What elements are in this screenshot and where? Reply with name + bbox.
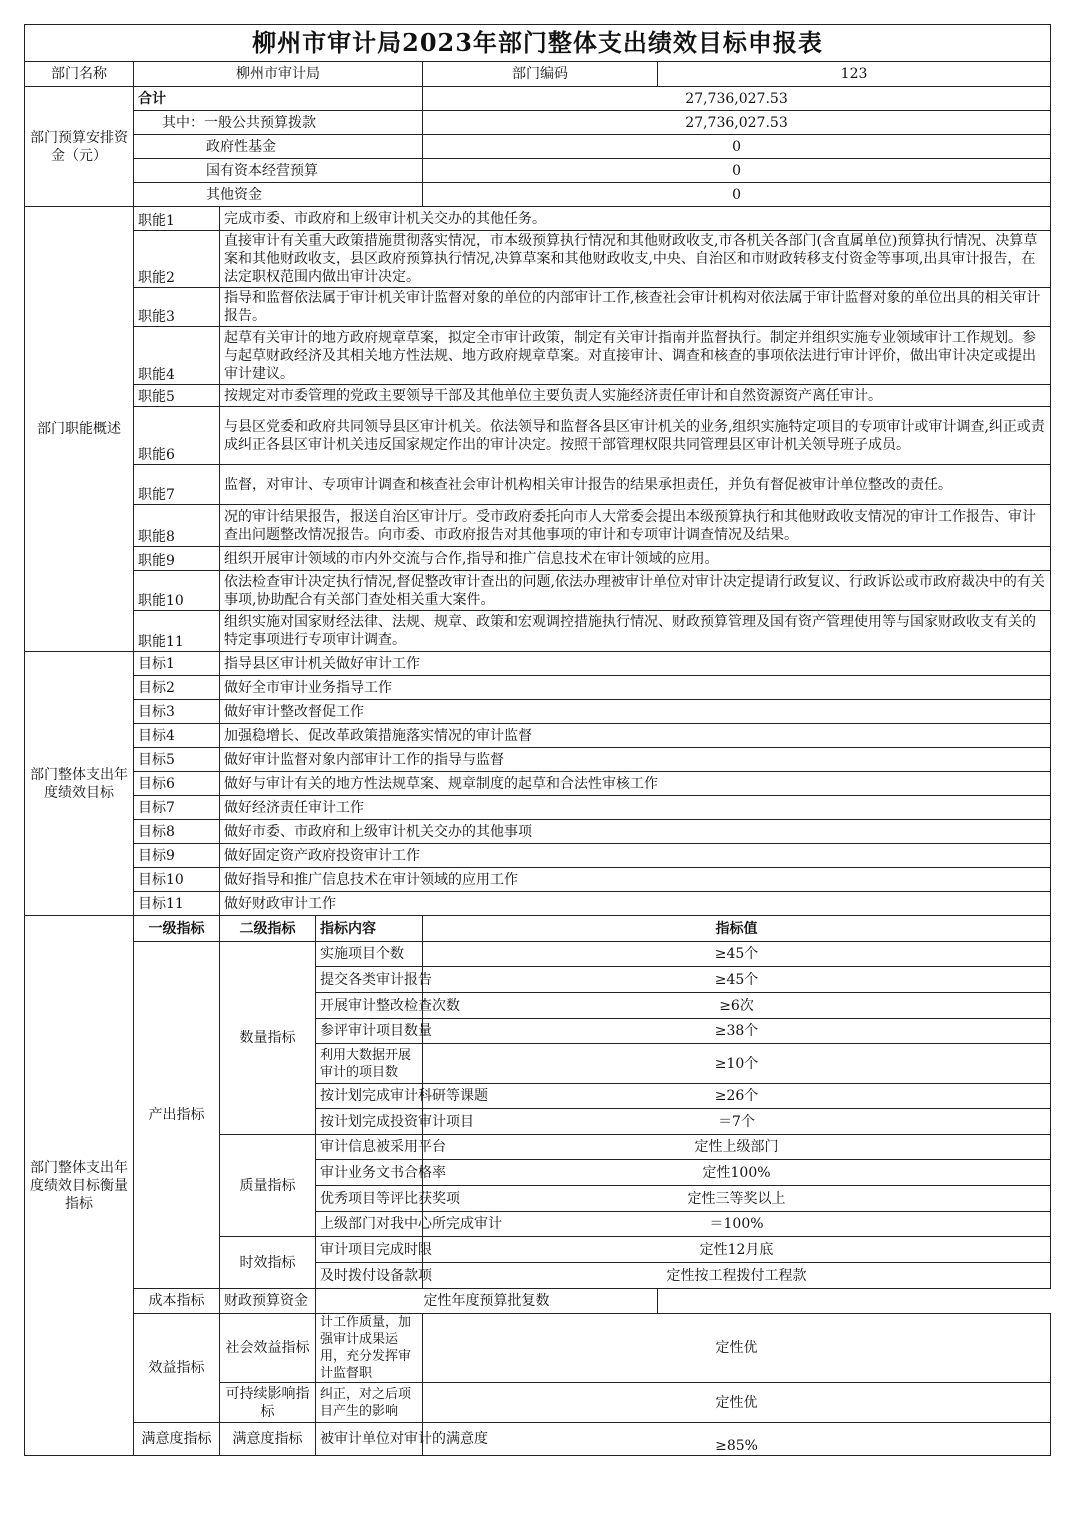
indicator-content: 审计项目完成时限 xyxy=(316,1237,423,1263)
goal-text: 做好市委、市政府和上级审计机关交办的其他事项 xyxy=(220,820,1051,844)
indicator-content: 纠正，对之后项目产生的影响 xyxy=(316,1383,423,1423)
goal-label: 目标1 xyxy=(134,652,220,676)
indicator-value: ＝7个 xyxy=(423,1109,1051,1135)
dept-name-label: 部门名称 xyxy=(25,62,134,87)
satisfaction-sub-label: 满意度指标 xyxy=(220,1423,316,1456)
indicator-content: 参评审计项目数量 xyxy=(316,1019,423,1044)
dept-code-label: 部门编码 xyxy=(423,62,658,87)
goal-text: 做好指导和推广信息技术在审计领域的应用工作 xyxy=(220,868,1051,892)
function-text: 起草有关审计的地方政府规章草案，拟定全市审计政策，制定有关审计指南并监督执行。制定并组织实施专业领域审计工作规划。参与起草财政经济及其相关地方性法规、地方政府规章草案。对直接审计、调查和核查的事项依法进行审计评价，做出审计决定或提出审计建议。 xyxy=(220,327,1051,385)
indicator-content: 利用大数据开展审计的项目数 xyxy=(316,1044,423,1084)
goal-label: 目标4 xyxy=(134,724,220,748)
budget-section-label: 部门预算安排资金（元） xyxy=(25,87,134,207)
budget-value-general: 27,736,027.53 xyxy=(423,111,1051,135)
function-text: 组织实施对国家财经法律、法规、规章、政策和宏观调控措施执行情况、财政预算管理及国有资产管理使用等与国家财政收支有关的特定事项进行专项审计调查。 xyxy=(220,611,1051,652)
goal-text: 做好全市审计业务指导工作 xyxy=(220,676,1051,700)
indicator-content: 按计划完成投资审计项目 xyxy=(316,1109,423,1135)
output-indicator-label: 产出指标 xyxy=(134,942,220,1289)
indicator-value: ≥38个 xyxy=(423,1019,1051,1044)
satisfaction-indicator-label: 满意度指标 xyxy=(134,1423,220,1456)
indicator-value: ≥45个 xyxy=(423,942,1051,967)
quantity-indicator-label: 数量指标 xyxy=(220,942,316,1135)
goals-section-label: 部门整体支出年度绩效目标 xyxy=(25,652,134,916)
header-value: 指标值 xyxy=(423,916,1051,942)
budget-label-other: 其他资金 xyxy=(134,183,423,207)
social-benefit-label: 社会效益指标 xyxy=(220,1314,316,1383)
function-label: 职能8 xyxy=(134,505,220,547)
dept-name-value: 柳州市审计局 xyxy=(134,62,423,87)
function-text: 依法检查审计决定执行情况,督促整改审计查出的问题,依法办理被审计单位对审计决定提请行政复议、行政诉讼或市政府裁决中的有关事项,协助配合有关部门查处相关重大案件。 xyxy=(220,571,1051,611)
indicator-content: 审计信息被采用平台 xyxy=(316,1135,423,1160)
function-text: 监督，对审计、专项审计调查和核查社会审计机构相关审计报告的结果承担责任，并负有督促被审计单位整改的责任。 xyxy=(220,465,1051,505)
indicator-value: 定性上级部门 xyxy=(423,1135,1051,1160)
indicator-value: 定性100% xyxy=(423,1160,1051,1186)
function-label: 职能3 xyxy=(134,288,220,327)
indicator-content: 审计业务文书合格率 xyxy=(316,1160,423,1186)
cost-indicator-label: 成本指标 xyxy=(134,1289,220,1314)
function-text: 组织开展审计领域的市内外交流与合作,指导和推广信息技术在审计领域的应用。 xyxy=(220,547,1051,571)
page-title: 柳州市审计局2023年部门整体支出绩效目标申报表 xyxy=(25,25,1051,62)
budget-value-total: 27,736,027.53 xyxy=(423,87,1051,111)
indicator-value: ≥45个 xyxy=(423,967,1051,993)
goal-label: 目标9 xyxy=(134,844,220,868)
indicator-content: 按计划完成审计科研等课题 xyxy=(316,1084,423,1109)
goal-text: 做好审计整改督促工作 xyxy=(220,700,1051,724)
sustainable-impact-label: 可持续影响指标 xyxy=(220,1383,316,1423)
goal-text: 加强稳增长、促改革政策措施落实情况的审计监督 xyxy=(220,724,1051,748)
indicator-value: 定性12月底 xyxy=(423,1237,1051,1263)
function-label: 职能10 xyxy=(134,571,220,611)
function-label: 职能11 xyxy=(134,611,220,652)
goal-text: 指导县区审计机关做好审计工作 xyxy=(220,652,1051,676)
indicator-content: 优秀项目等评比获奖项 xyxy=(316,1186,423,1212)
indicator-content: 被审计单位对审计的满意度 xyxy=(316,1423,423,1456)
budget-label-fund: 政府性基金 xyxy=(134,135,423,159)
indicator-value: ≥26个 xyxy=(423,1084,1051,1109)
goal-label: 目标11 xyxy=(134,892,220,916)
function-label: 职能5 xyxy=(134,385,220,407)
indicator-content: 计工作质量，加强审计成果运用，充分发挥审计监督职 xyxy=(316,1314,423,1383)
indicator-content: 实施项目个数 xyxy=(316,942,423,967)
header-level2: 二级指标 xyxy=(220,916,316,942)
function-text: 直接审计有关重大政策措施贯彻落实情况，市本级预算执行情况和其他财政收支,市各机关各部门(含直属单位)预算执行情况、决算草案和其他财政收支，县区政府预算执行情况,决算草案和其他财政收支,中央、自治区和市财政转移支付资金等事项,出具审计报告，在法定职权范围内做出审计决定。 xyxy=(220,231,1051,288)
indicator-value: 定性优 xyxy=(423,1383,1051,1423)
function-label: 职能7 xyxy=(134,465,220,505)
budget-label-total: 合计 xyxy=(134,87,423,111)
function-text: 指导和监督依法属于审计机关审计监督对象的单位的内部审计工作,核查社会审计机构对依法属于审计监督对象的单位出具的相关审计报告。 xyxy=(220,288,1051,327)
performance-report-table xyxy=(24,24,1051,1456)
goal-text: 做好财政审计工作 xyxy=(220,892,1051,916)
indicator-content: 及时拨付设备款项 xyxy=(316,1263,423,1289)
indicator-content: 提交各类审计报告 xyxy=(316,967,423,993)
function-text: 与县区党委和政府共同领导县区审计机关。依法领导和监督各县区审计机关的业务,组织实施特定项目的专项审计或审计调查,纠正或责成纠正各县区审计机关违反国家规定作出的审计决定。按照干部管理权限共同管理县区审计机关领导班子成员。 xyxy=(220,407,1051,465)
timeliness-indicator-label: 时效指标 xyxy=(220,1237,316,1289)
indicator-value: 定性按工程拨付工程款 xyxy=(423,1263,1051,1289)
dept-code-value: 123 xyxy=(658,62,1051,87)
indicator-value: ≥85% xyxy=(423,1423,1051,1456)
indicator-value: ≥6次 xyxy=(423,993,1051,1019)
indicator-value: 定性三等奖以上 xyxy=(423,1186,1051,1212)
indicator-value: 定性年度预算批复数 xyxy=(316,1289,658,1314)
goal-text: 做好固定资产政府投资审计工作 xyxy=(220,844,1051,868)
goal-label: 目标3 xyxy=(134,700,220,724)
goal-text: 做好审计监督对象内部审计工作的指导与监督 xyxy=(220,748,1051,772)
indicator-content: 财政预算资金 xyxy=(220,1289,316,1314)
indicator-value: ≥10个 xyxy=(423,1044,1051,1084)
indicators-section-label: 部门整体支出年度绩效目标衡量指标 xyxy=(25,916,134,1456)
functions-section-label: 部门职能概述 xyxy=(25,207,134,652)
function-label: 职能1 xyxy=(134,207,220,231)
goal-label: 目标8 xyxy=(134,820,220,844)
budget-label-state-capital: 国有资本经营预算 xyxy=(134,159,423,183)
function-label: 职能6 xyxy=(134,407,220,465)
function-label: 职能2 xyxy=(134,231,220,288)
indicator-content: 上级部门对我中心所完成审计 xyxy=(316,1212,423,1237)
goal-label: 目标7 xyxy=(134,796,220,820)
function-label: 职能9 xyxy=(134,547,220,571)
quality-indicator-label: 质量指标 xyxy=(220,1135,316,1237)
function-text: 按规定对市委管理的党政主要领导干部及其他单位主要负责人实施经济责任审计和自然资源资产离任审计。 xyxy=(220,385,1051,407)
function-text: 完成市委、市政府和上级审计机关交办的其他任务。 xyxy=(220,207,1051,231)
goal-text: 做好经济责任审计工作 xyxy=(220,796,1051,820)
budget-value-fund: 0 xyxy=(423,135,1051,159)
goal-label: 目标2 xyxy=(134,676,220,700)
goal-label: 目标5 xyxy=(134,748,220,772)
goal-label: 目标6 xyxy=(134,772,220,796)
indicator-value: ＝100% xyxy=(423,1212,1051,1237)
header-content: 指标内容 xyxy=(316,916,423,942)
function-text: 况的审计结果报告，报送自治区审计厅。受市政府委托向市人大常委会提出本级预算执行和其他财政收支情况的审计工作报告、审计查出问题整改情况报告。向市委、市政府报告对其他事项的审计和专项审计调查情况及结果。 xyxy=(220,505,1051,547)
indicator-content: 开展审计整改检查次数 xyxy=(316,993,423,1019)
header-level1: 一级指标 xyxy=(134,916,220,942)
budget-value-state-capital: 0 xyxy=(423,159,1051,183)
budget-value-other: 0 xyxy=(423,183,1051,207)
budget-label-general: 其中：一般公共预算拨款 xyxy=(134,111,423,135)
function-label: 职能4 xyxy=(134,327,220,385)
goal-label: 目标10 xyxy=(134,868,220,892)
indicator-value: 定性优 xyxy=(423,1314,1051,1383)
goal-text: 做好与审计有关的地方性法规草案、规章制度的起草和合法性审核工作 xyxy=(220,772,1051,796)
benefit-indicator-label: 效益指标 xyxy=(134,1314,220,1423)
